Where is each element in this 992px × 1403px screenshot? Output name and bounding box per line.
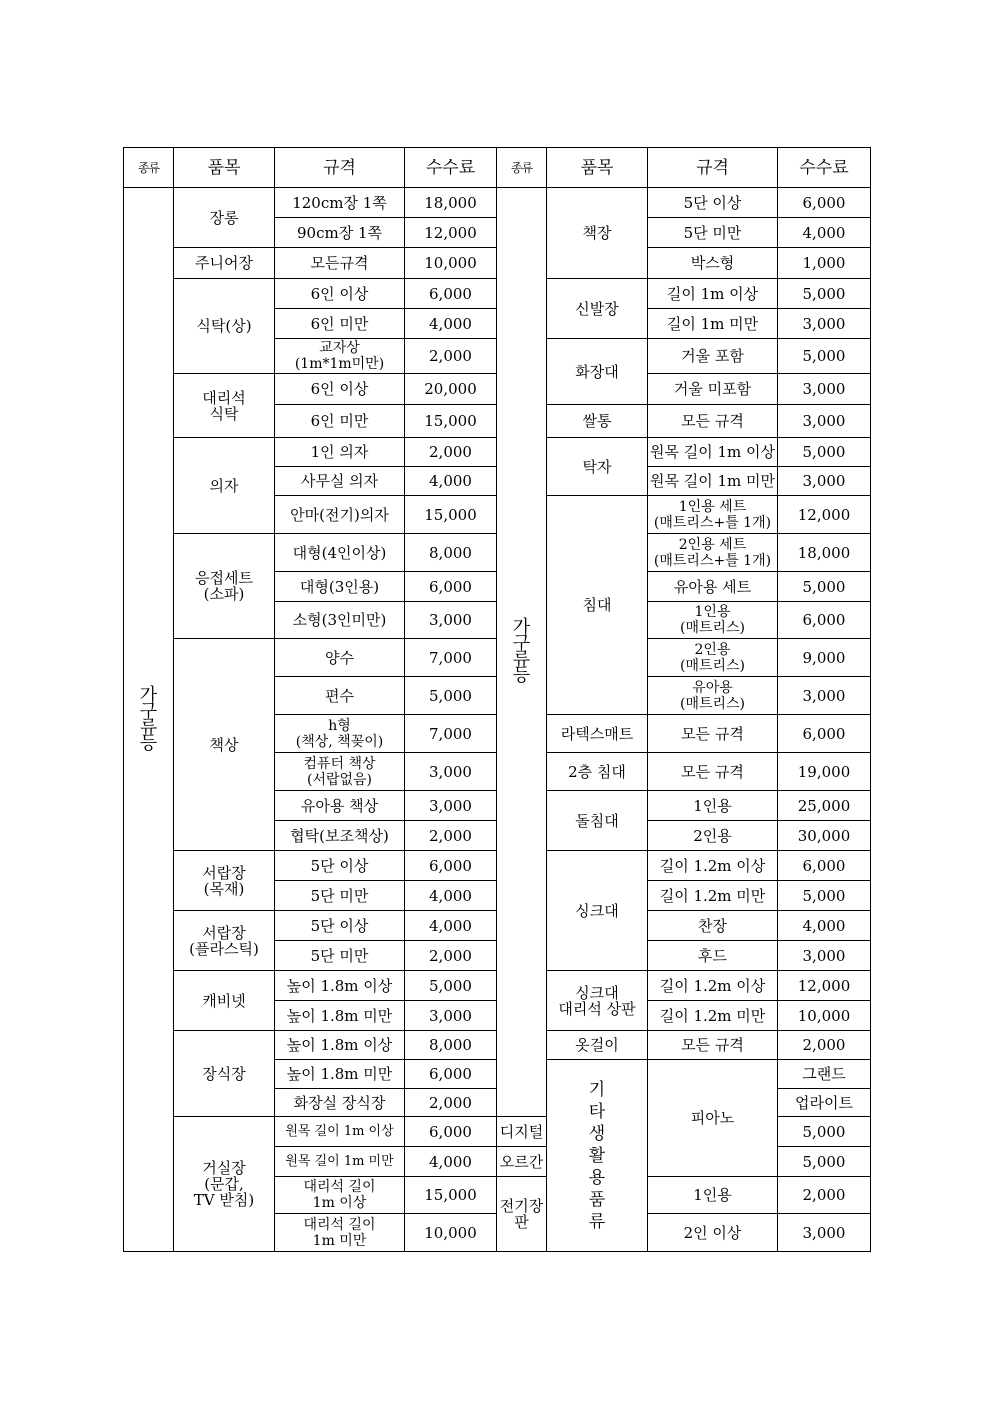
spec-cell: 협탁(보조책상) [275,821,405,851]
fee-cell: 2,000 [778,1177,871,1214]
fee-cell: 3,000 [778,677,871,715]
spec-cell: 2인용 [648,821,778,851]
fee-cell: 12,000 [778,496,871,534]
item-cell: 서랍장 (플라스틱) [174,911,275,971]
spec-cell: 1인용 [648,1177,778,1214]
spec-cell: 길이 1.2m 미만 [648,1001,778,1031]
spec-cell: 모든 규격 [648,753,778,791]
fee-cell: 1,000 [778,248,871,279]
item-cell: 책장 [547,188,648,279]
fee-cell: 6,000 [778,715,871,753]
fee-cell: 3,000 [778,374,871,405]
item-cell: 주니어장 [174,248,275,279]
item-cell: 전기장판 [497,1177,547,1252]
fee-cell: 3,000 [405,1001,497,1031]
spec-cell: 유아용 세트 [648,572,778,602]
fee-cell: 30,000 [778,821,871,851]
header-fee-right: 수수료 [778,148,871,188]
header-spec-left: 규격 [275,148,405,188]
category-right-other: 기 타 생 활 용 품 류 [547,1060,648,1252]
spec-cell: 5단 미만 [275,941,405,971]
fee-cell: 3,000 [405,602,497,639]
spec-cell: 6인 이상 [275,279,405,309]
item-cell: 의자 [174,438,275,534]
fee-cell: 6,000 [405,572,497,602]
fee-cell: 5,000 [778,881,871,911]
spec-cell: 원목 길이 1m 이상 [648,438,778,467]
item-cell: 캐비넷 [174,971,275,1031]
spec-cell: 1인용 세트 (매트리스+틀 1개) [648,496,778,534]
spec-cell: 길이 1.2m 이상 [648,851,778,881]
fee-cell: 5,000 [778,279,871,309]
category-left: 가 구 류 등 [124,188,174,1252]
spec-cell: 6인 미만 [275,309,405,339]
fee-cell: 2,000 [778,1031,871,1060]
spec-cell: 6인 미만 [275,405,405,438]
spec-cell: 대리석 길이 1m 이상 [275,1177,405,1214]
item-cell: 쌀통 [547,405,648,438]
fee-cell: 10,000 [405,248,497,279]
spec-cell: 교자상 (1m*1m미만) [275,339,405,374]
item-cell: 2층 침대 [547,753,648,791]
category-right-furniture: 가 구 류 등 [497,188,547,1117]
fee-cell: 10,000 [405,1214,497,1252]
item-cell: 장식장 [174,1031,275,1117]
spec-cell: 90cm장 1쪽 [275,218,405,248]
spec-cell: 2인용 세트 (매트리스+틀 1개) [648,534,778,572]
item-cell: 책상 [174,639,275,851]
item-cell: 서랍장 (목재) [174,851,275,911]
item-cell: 라텍스매트 [547,715,648,753]
spec-cell: 120cm장 1쪽 [275,188,405,218]
fee-cell: 2,000 [405,339,497,374]
fee-cell: 8,000 [405,534,497,572]
fee-cell: 10,000 [778,1001,871,1031]
fee-cell: 6,000 [405,1060,497,1089]
fee-cell: 15,000 [405,405,497,438]
spec-cell: 5단 이상 [275,911,405,941]
fee-cell: 19,000 [778,753,871,791]
item-cell: 돌침대 [547,791,648,851]
spec-cell: 오르간 [497,1147,547,1177]
fee-cell: 4,000 [405,881,497,911]
fee-cell: 4,000 [405,911,497,941]
item-cell: 장롱 [174,188,275,248]
spec-cell: 높이 1.8m 미만 [275,1001,405,1031]
fee-cell: 3,000 [778,467,871,496]
fee-cell: 6,000 [405,1117,497,1147]
item-cell: 싱크대 대리석 상판 [547,971,648,1031]
fee-cell: 3,000 [405,753,497,791]
fee-cell: 2,000 [405,821,497,851]
spec-cell: 높이 1.8m 이상 [275,971,405,1001]
fee-cell: 4,000 [405,467,497,496]
fee-cell: 12,000 [778,971,871,1001]
spec-cell: 높이 1.8m 이상 [275,1031,405,1060]
header-category-right: 종류 [497,148,547,188]
item-cell: 식탁(상) [174,279,275,374]
item-cell: 응접세트 (소파) [174,534,275,639]
fee-cell: 2,000 [405,1089,497,1117]
spec-cell: 디지털 [497,1117,547,1147]
fee-table [123,147,871,1252]
spec-cell: 대형(4인이상) [275,534,405,572]
fee-cell: 9,000 [778,639,871,677]
fee-cell: 3,000 [405,791,497,821]
fee-cell: 6,000 [405,279,497,309]
item-cell: 신발장 [547,279,648,339]
item-cell: 피아노 [648,1060,778,1177]
fee-cell: 15,000 [405,1177,497,1214]
spec-cell: 6인 이상 [275,374,405,405]
fee-cell: 5,000 [405,971,497,1001]
spec-cell: 그랜드 [778,1060,871,1089]
fee-cell: 5,000 [778,1147,871,1177]
spec-cell: 2인용 (매트리스) [648,639,778,677]
spec-cell: 5단 이상 [648,188,778,218]
spec-cell: 거울 포함 [648,339,778,374]
item-cell: 싱크대 [547,851,648,971]
spec-cell: 1인용 [648,791,778,821]
fee-cell: 8,000 [405,1031,497,1060]
spec-cell: 5단 이상 [275,851,405,881]
fee-cell: 3,000 [778,405,871,438]
item-cell: 화장대 [547,339,648,405]
item-cell: 거실장 (문갑, TV 받침) [174,1117,275,1252]
fee-cell: 4,000 [405,1147,497,1177]
fee-cell: 2,000 [405,941,497,971]
fee-cell: 5,000 [778,572,871,602]
fee-cell: 6,000 [405,851,497,881]
spec-cell: 대리석 길이 1m 미만 [275,1214,405,1252]
fee-cell: 3,000 [778,941,871,971]
spec-cell: 원목 길이 1m 이상 [275,1117,405,1147]
spec-cell: 모든 규격 [648,715,778,753]
spec-cell: 모든 규격 [648,1031,778,1060]
fee-cell: 2,000 [405,438,497,467]
fee-cell: 7,000 [405,715,497,753]
spec-cell: 5단 미만 [648,218,778,248]
spec-cell: 유아용 책상 [275,791,405,821]
fee-cell: 4,000 [405,309,497,339]
spec-cell: 길이 1m 미만 [648,309,778,339]
spec-cell: 편수 [275,677,405,715]
header-category-left: 종류 [124,148,174,188]
fee-cell: 6,000 [778,851,871,881]
spec-cell: 화장실 장식장 [275,1089,405,1117]
spec-cell: 5단 미만 [275,881,405,911]
header-fee-left: 수수료 [405,148,497,188]
fee-cell: 12,000 [405,218,497,248]
spec-cell: 길이 1m 이상 [648,279,778,309]
fee-cell: 18,000 [405,188,497,218]
spec-cell: 길이 1.2m 이상 [648,971,778,1001]
spec-cell: 후드 [648,941,778,971]
fee-cell: 5,000 [778,339,871,374]
fee-cell: 5,000 [778,1117,871,1147]
fee-cell: 6,000 [778,188,871,218]
spec-cell: 2인 이상 [648,1214,778,1252]
spec-cell: 안마(전기)의자 [275,496,405,534]
item-cell: 탁자 [547,438,648,496]
fee-cell: 18,000 [778,534,871,572]
fee-cell: 25,000 [778,791,871,821]
fee-cell: 20,000 [405,374,497,405]
spec-cell: 업라이트 [778,1089,871,1117]
spec-cell: 원목 길이 1m 미만 [648,467,778,496]
spec-cell: 모든 규격 [648,405,778,438]
header-item-left: 품목 [174,148,275,188]
spec-cell: 높이 1.8m 미만 [275,1060,405,1089]
header-row [124,148,871,188]
spec-cell: 컴퓨터 책상 (서랍없음) [275,753,405,791]
spec-cell: 소형(3인미만) [275,602,405,639]
fee-cell: 5,000 [405,677,497,715]
spec-cell: 찬장 [648,911,778,941]
fee-cell: 7,000 [405,639,497,677]
spec-cell: 대형(3인용) [275,572,405,602]
spec-cell: 양수 [275,639,405,677]
header-item-right: 품목 [547,148,648,188]
fee-cell: 3,000 [778,309,871,339]
fee-cell: 3,000 [778,1214,871,1252]
item-cell: 대리석 식탁 [174,374,275,438]
spec-cell: 거울 미포함 [648,374,778,405]
spec-cell: 원목 길이 1m 미만 [275,1147,405,1177]
spec-cell: 유아용 (매트리스) [648,677,778,715]
fee-cell: 4,000 [778,911,871,941]
spec-cell: 1인용 (매트리스) [648,602,778,639]
spec-cell: 길이 1.2m 미만 [648,881,778,911]
fee-cell: 6,000 [778,602,871,639]
item-cell: 침대 [547,496,648,715]
fee-cell: 4,000 [778,218,871,248]
spec-cell: 모든규격 [275,248,405,279]
item-cell: 옷걸이 [547,1031,648,1060]
fee-cell: 5,000 [778,438,871,467]
fee-cell: 15,000 [405,496,497,534]
spec-cell: 1인 의자 [275,438,405,467]
spec-cell: h형 (책상, 책꽂이) [275,715,405,753]
header-spec-right: 규격 [648,148,778,188]
spec-cell: 박스형 [648,248,778,279]
spec-cell: 사무실 의자 [275,467,405,496]
